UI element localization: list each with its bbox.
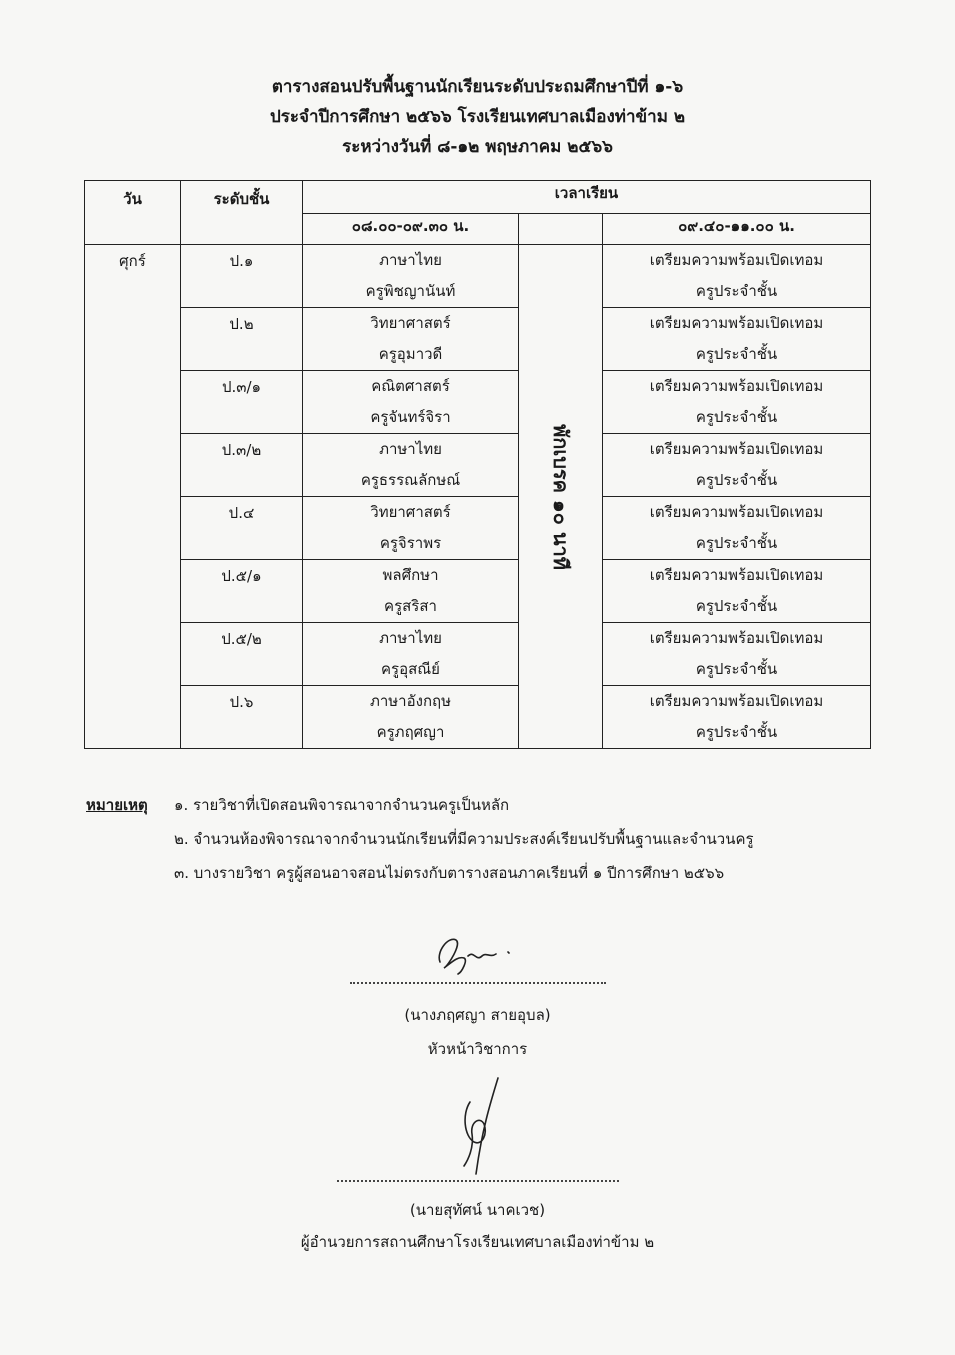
table-row	[85, 371, 871, 434]
signature-line	[337, 1180, 619, 1182]
level-cell: ป.๓/๒	[181, 434, 303, 497]
table-row	[85, 434, 871, 497]
subject-name: ภาษาอังกฤษ	[369, 692, 451, 710]
subject-cell	[303, 308, 519, 371]
homeroom-teacher: ครูประจำชั้น	[695, 408, 778, 426]
activity-name: เตรียมความพร้อมเปิดเทอม	[649, 251, 824, 269]
teacher-name: ครูพิชญานันท์	[365, 282, 456, 300]
table-row	[85, 245, 871, 308]
activity-cell	[603, 497, 871, 560]
level-cell: ป.๑	[181, 245, 303, 308]
break-cell	[519, 245, 603, 749]
homeroom-teacher: ครูประจำชั้น	[695, 282, 778, 300]
level-cell: ป.๖	[181, 686, 303, 749]
header-row-1	[85, 181, 871, 214]
activity-name: เตรียมความพร้อมเปิดเทอม	[649, 503, 824, 521]
note-text: ๓. บางรายวิชา ครูผู้สอนอาจสอนไม่ตรงกับตารางสอนภาคเรียนที่ ๑ ปีการศึกษา ๒๕๖๖	[174, 864, 725, 882]
subject-cell	[303, 686, 519, 749]
title-line-2: ประจำปีการศึกษา ๒๕๖๖ โรงเรียนเทศบาลเมืองท่าข้าม ๒	[269, 107, 686, 127]
title-line-3: ระหว่างวันที่ ๘-๑๒ พฤษภาคม ๒๕๖๖	[342, 137, 613, 157]
signatory-position: หัวหน้าวิชาการ	[427, 1040, 528, 1058]
activity-name: เตรียมความพร้อมเปิดเทอม	[649, 440, 824, 458]
activity-cell	[603, 686, 871, 749]
level-cell: ป.๕/๑	[181, 560, 303, 623]
activity-name: เตรียมความพร้อมเปิดเทอม	[649, 566, 824, 584]
signature-image	[418, 922, 538, 980]
subject-cell	[303, 371, 519, 434]
title-line-1: ตารางสอนปรับพื้นฐานนักเรียนระดับประถมศึกษาปีที่ ๑-๖	[271, 77, 684, 97]
subject-name: พลศึกษา	[382, 566, 439, 584]
activity-cell	[603, 308, 871, 371]
teacher-name: ครูจิราพร	[379, 534, 442, 552]
table-row	[85, 560, 871, 623]
teacher-name: ครูธรรณลักษณ์	[360, 471, 461, 489]
activity-name: เตรียมความพร้อมเปิดเทอม	[649, 692, 824, 710]
header-day: วัน	[85, 181, 181, 245]
subject-name: ภาษาไทย	[379, 251, 442, 269]
signature-image	[418, 1074, 538, 1184]
level-cell: ป.๒	[181, 308, 303, 371]
header-level: ระดับชั้น	[181, 181, 303, 245]
note-text: ๑. รายวิชาที่เปิดสอนพิจารณาจากจำนวนครูเป็นหลัก	[174, 796, 510, 814]
subject-cell	[303, 245, 519, 308]
subject-name: คณิตศาสตร์	[371, 377, 450, 395]
level-cell: ป.๕/๒	[181, 623, 303, 686]
signatory-name: (นายสุทัศน์ นาคเวช)	[409, 1201, 546, 1219]
note-item	[86, 788, 754, 822]
notes-section	[86, 788, 754, 890]
teacher-name: ครูสริสา	[384, 597, 437, 615]
activity-cell	[603, 245, 871, 308]
activity-cell	[603, 623, 871, 686]
header-slot-2: ๐๙.๔๐-๑๑.๐๐ น.	[603, 214, 871, 245]
subject-name: วิทยาศาสตร์	[370, 503, 451, 521]
schedule-table	[84, 180, 871, 749]
day-cell: ศุกร์	[85, 245, 181, 749]
homeroom-teacher: ครูประจำชั้น	[695, 723, 778, 741]
signature-block-academic-head	[0, 922, 955, 1066]
header-slot-1: ๐๘.๐๐-๐๙.๓๐ น.	[303, 214, 519, 245]
break-label: พักเบรค ๑๐ นาที	[548, 423, 573, 570]
schedule-body	[85, 245, 871, 749]
notes-label: หมายเหตุ	[86, 796, 148, 814]
activity-name: เตรียมความพร้อมเปิดเทอม	[649, 377, 824, 395]
teacher-name: ครูภฤศญา	[376, 723, 445, 741]
homeroom-teacher: ครูประจำชั้น	[695, 660, 778, 678]
table-row	[85, 308, 871, 371]
subject-name: ภาษาไทย	[379, 629, 442, 647]
homeroom-teacher: ครูประจำชั้น	[695, 471, 778, 489]
signature-line	[350, 982, 606, 984]
activity-name: เตรียมความพร้อมเปิดเทอม	[649, 314, 824, 332]
signatory-name: (นางภฤศญา สายอุบล)	[404, 1006, 551, 1024]
signature-block-director	[0, 1074, 955, 1258]
activity-cell	[603, 560, 871, 623]
subject-name: ภาษาไทย	[379, 440, 442, 458]
note-text: ๒. จำนวนห้องพิจารณาจากจำนวนนักเรียนที่มีความประสงค์เรียนปรับพื้นฐานและจำนวนครู	[174, 830, 754, 848]
activity-cell	[603, 434, 871, 497]
note-item	[86, 856, 754, 890]
subject-cell	[303, 434, 519, 497]
table-row	[85, 686, 871, 749]
level-cell: ป.๔	[181, 497, 303, 560]
subject-cell	[303, 623, 519, 686]
homeroom-teacher: ครูประจำชั้น	[695, 534, 778, 552]
homeroom-teacher: ครูประจำชั้น	[695, 345, 778, 363]
activity-cell	[603, 371, 871, 434]
header-time: เวลาเรียน	[303, 181, 871, 214]
level-cell: ป.๓/๑	[181, 371, 303, 434]
header-break-spacer	[519, 214, 603, 245]
teacher-name: ครูอุสณีย์	[381, 660, 440, 678]
subject-name: วิทยาศาสตร์	[370, 314, 451, 332]
teacher-name: ครูจันทร์จิรา	[370, 408, 451, 426]
teacher-name: ครูอุมาวดี	[378, 345, 443, 363]
note-item	[86, 822, 754, 856]
homeroom-teacher: ครูประจำชั้น	[695, 597, 778, 615]
table-row	[85, 623, 871, 686]
activity-name: เตรียมความพร้อมเปิดเทอม	[649, 629, 824, 647]
document-title	[0, 72, 955, 162]
subject-cell	[303, 560, 519, 623]
table-row	[85, 497, 871, 560]
signatory-position: ผู้อำนวยการสถานศึกษาโรงเรียนเทศบาลเมืองท่าข้าม ๒	[300, 1233, 655, 1251]
subject-cell	[303, 497, 519, 560]
